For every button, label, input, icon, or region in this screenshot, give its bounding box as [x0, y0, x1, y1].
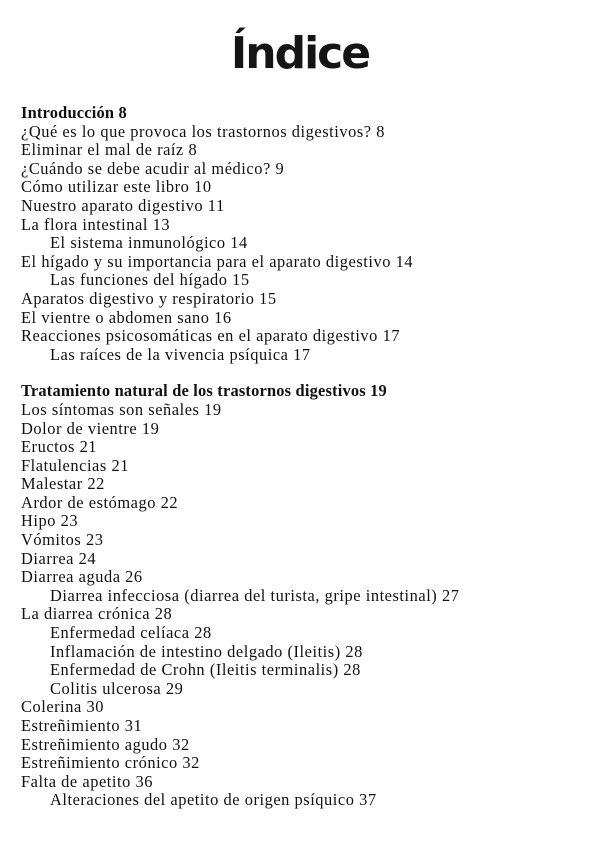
toc-subentry: Diarrea infecciosa (diarrea del turista, gripe intestinal) 27 [50, 585, 460, 605]
toc-subentry: Enfermedad celíaca 28 [50, 623, 212, 643]
toc-subentry: Las raíces de la vivencia psíquica 17 [50, 344, 311, 364]
toc-entry: El vientre o abdomen sano 16 [21, 307, 232, 327]
toc-entry: El hígado y su importancia para el aparato digestivo 14 [21, 251, 414, 271]
toc-subentry: Colitis ulcerosa 29 [50, 678, 184, 698]
toc-entry: Cómo utilizar este libro 10 [21, 177, 212, 197]
toc-entry: Colerina 30 [21, 697, 104, 717]
toc-entry: Aparatos digestivo y respiratorio 15 [21, 288, 277, 308]
toc-entry: Malestar 22 [21, 474, 105, 494]
toc-entry: Estreñimiento crónico 32 [21, 753, 200, 773]
toc-entry: Ardor de estómago 22 [21, 492, 179, 512]
toc-entry: Nuestro aparato digestivo 11 [21, 195, 225, 215]
toc-entry: Diarrea aguda 26 [21, 567, 143, 587]
toc-entry: Flatulencias 21 [21, 455, 129, 475]
toc-entry: Dolor de vientre 19 [21, 418, 160, 438]
section-gap [21, 364, 591, 382]
toc-section-heading: Tratamiento natural de los trastornos digestivos 19 [21, 381, 387, 401]
toc-entry: ¿Cuándo se debe acudir al médico? 9 [21, 158, 285, 178]
toc-entry: Eliminar el mal de raíz 8 [21, 140, 198, 160]
toc-entry: ¿Qué es lo que provoca los trastornos digestivos? 8 [21, 121, 385, 141]
toc-subentry: Enfermedad de Crohn (Ileitis terminalis) 28 [50, 660, 361, 680]
toc-section-heading: Introducción 8 [21, 103, 127, 122]
toc-entry: Vómitos 23 [21, 530, 104, 550]
toc-entry: Falta de apetito 36 [21, 771, 153, 791]
toc-entry: Hipo 23 [21, 511, 79, 531]
toc-entry: Estreñimiento agudo 32 [21, 734, 190, 754]
toc-entry: Diarrea 24 [21, 548, 97, 568]
toc-subentry: Inflamación de intestino delgado (Ileitis) 28 [50, 641, 363, 661]
toc-subentry: Las funciones del hígado 15 [50, 270, 250, 290]
toc-entry: Los síntomas son señales 19 [21, 399, 222, 419]
toc-subentry: El sistema inmunológico 14 [50, 233, 248, 253]
toc-subentry: Alteraciones del apetito de origen psíquico 37 [50, 790, 377, 810]
toc-entry: Estreñimiento 31 [21, 716, 143, 735]
toc-entry: Eructos 21 [21, 437, 98, 457]
toc-entry: La flora intestinal 13 [21, 214, 171, 234]
page-title: Índice [230, 28, 370, 79]
toc-entry: Reacciones psicosomáticas en el aparato digestivo 17 [21, 326, 401, 346]
table-of-contents [21, 104, 591, 810]
toc-entry: La diarrea crónica 28 [21, 604, 173, 624]
